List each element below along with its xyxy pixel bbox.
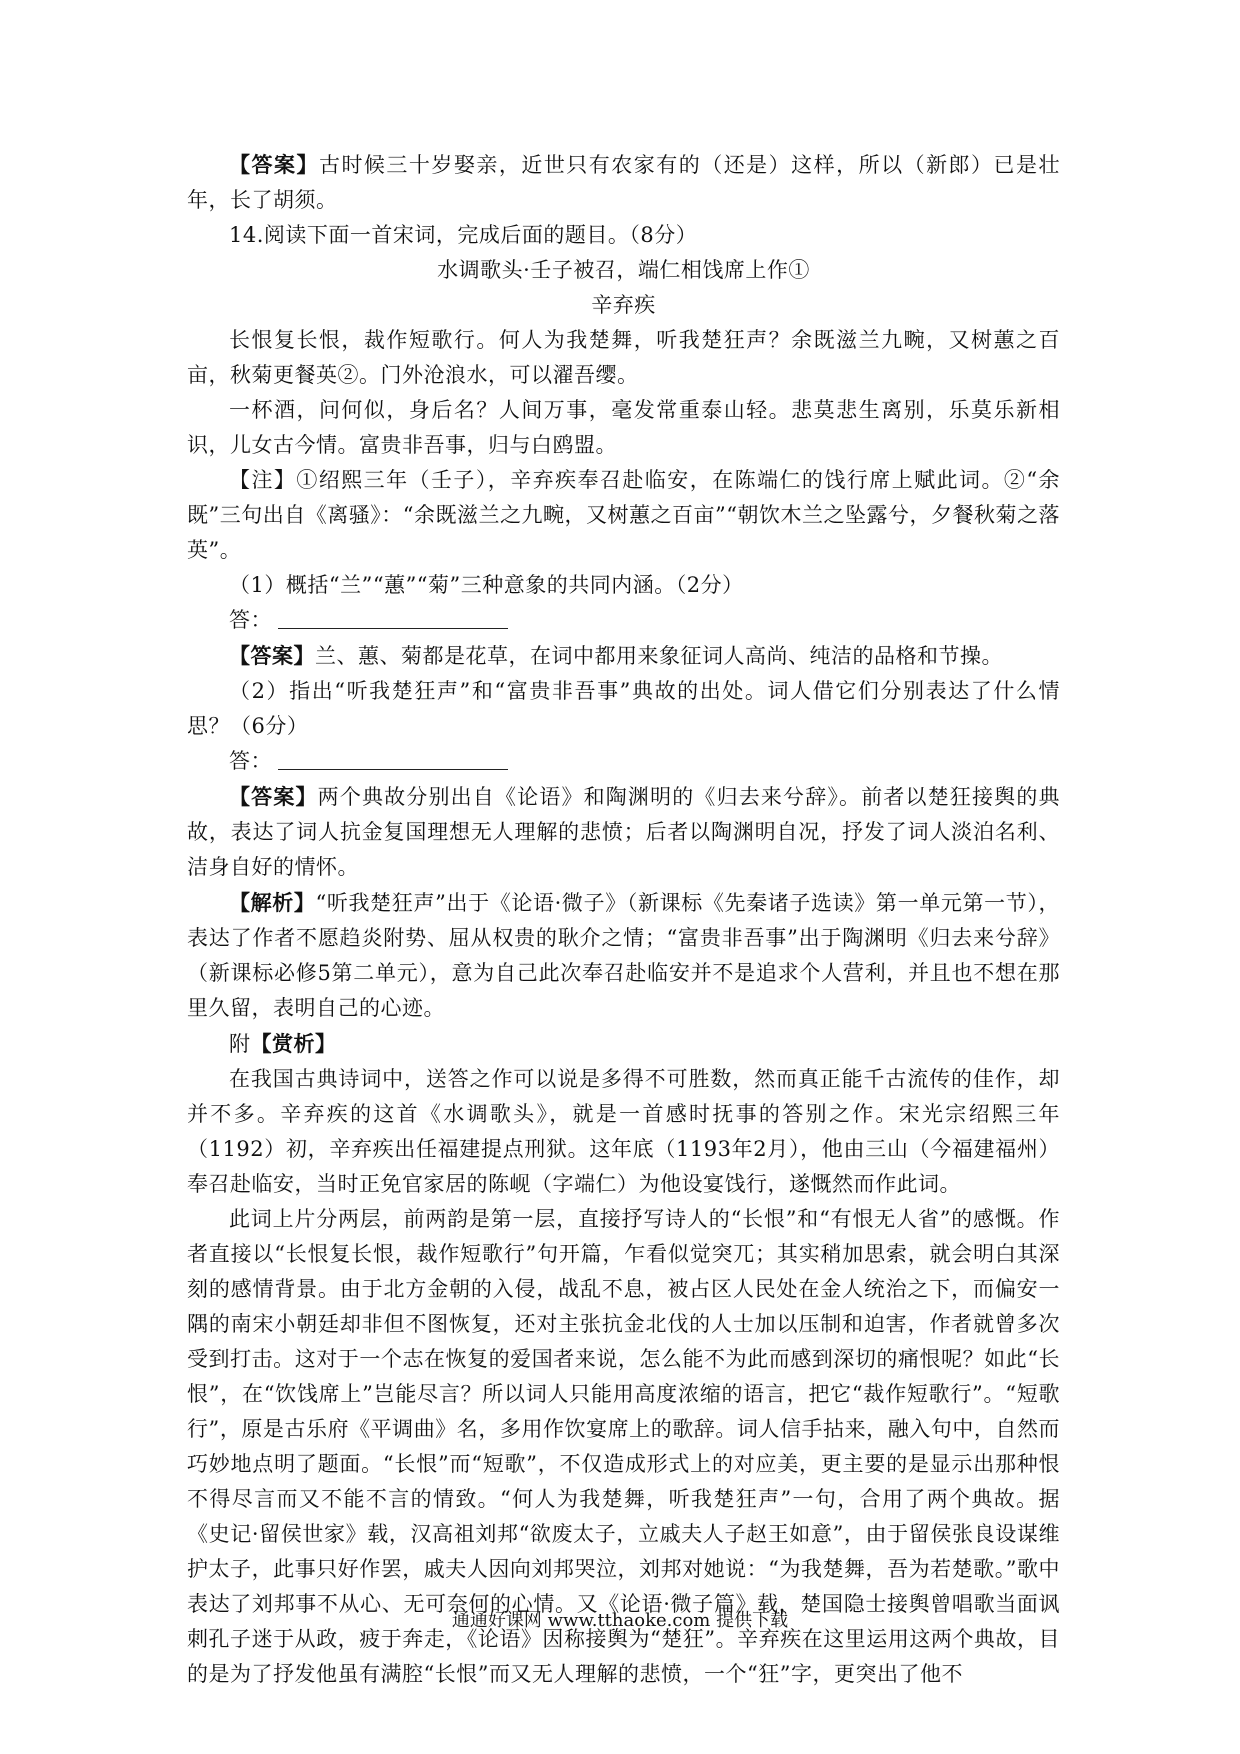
appreciation-paragraph-1: 在我国古典诗词中，送答之作可以说是多得不可胜数，然而真正能千古流传的佳作，却并不多。辛弃疾的这首《水调歌头》，就是一首感时抚事的答别之作。宋光宗绍熙三年（1192）初，辛弃疾出任福建提点刑狱。这年底（1193年2月），他由三山（今福建福州）奉召赴临安，当时正免官家居的陈岘（字端仁）为他设宴饯行，遂慨然而作此词。 <box>187 1067 1060 1196</box>
answer-label: 答： <box>229 749 272 773</box>
appreciation-paragraph-2: 此词上片分两层，前两韵是第一层，直接抒写诗人的“长恨”和“有恨无人省”的感慨。作者直接以“长恨复长恨，裁作短歌行”句开篇，乍看似觉突兀；其实稍加思索，就会明白其深刻的感情背景。由于北方金朝的入侵，战乱不息，被占区人民处在金人统治之下，而偏安一隅的南宋小朝廷却非但不图恢复，还对主张抗金北伐的人士加以压制和迫害，作者就曾多次受到打击。这对于一个志在恢复的爱国者来说，怎么能不为此而感到深切的痛恨呢？如此“长恨”，在“饮饯席上”岂能尽言？所以词人只能用高度浓缩的语言，把它“裁作短歌行”。“短歌行”，原是古乐府《平调曲》名，多用作饮宴席上的歌辞。词人信手拈来，融入句中，自然而巧妙地点明了题面。“长恨”而“短歌”，不仅造成形式上的对应美，更主要的是显示出那种恨不得尽言而又不能不言的情致。“何人为我楚舞，听我楚狂声”一句，合用了两个典故。据《史记·留侯世家》载，汉高祖刘邦“欲废太子，立戚夫人子赵王如意”，由于留侯张良设谋维护太子，此事只好作罢，戚夫人因向刘邦哭泣，刘邦对她说：“为我楚舞，吾为若楚歌。”歌中表达了刘邦事不从心、无可奈何的心情。又《论语·微子篇》载，楚国隐士接舆曾唱歌当面讽刺孔子迷于从政，疲于奔走，《论语》因称接舆为“楚狂”。辛弃疾在这里运用这两个典故，目的是为了抒发他虽有满腔“长恨”而又无人理解的悲愤，一个“狂”字，更突出了他不 <box>187 1207 1060 1686</box>
answer-2 <box>187 779 1060 885</box>
answer-text: 古时候三十岁娶亲，近世只有农家有的（还是）这样，所以（新郎）已是壮年，长了胡须。 <box>187 153 1061 212</box>
poem-author: 辛弃疾 <box>591 293 656 317</box>
appreciation-prefix: 附 <box>229 1032 251 1056</box>
poem-stanza-2: 一杯酒，问何似，身后名？人间万事，毫发常重泰山轻。悲莫悲生离别，乐莫乐新相识，儿女古今情。富贵非吾事，归与白鸥盟。 <box>187 398 1060 457</box>
note-tag: 【注】 <box>229 468 297 492</box>
sub-question-2: （2）指出“听我楚狂声”和“富贵非吾事”典故的出处。词人借它们分别表达了什么情思？（6分） <box>187 679 1060 738</box>
answer-text: 兰、蕙、菊都是花草，在词中都用来象征词人高尚、纯洁的品格和节操。 <box>315 644 1003 668</box>
answer-text: 两个典故分别出自《论语》和陶渊明的《归去来兮辞》。前者以楚狂接舆的典故，表达了词人抗金复国理想无人理解的悲愤；后者以陶渊明自况，抒发了词人淡泊名利、洁身自好的情怀。 <box>187 785 1061 879</box>
answer-tag: 【答案】 <box>229 152 319 177</box>
analysis <box>187 885 1060 1026</box>
appreciation-tag: 【赏析】 <box>250 1031 337 1056</box>
note-text: ①绍熙三年（壬子），辛弃疾奉召赴临安，在陈端仁的饯行席上赋此词。②“余既”三句出自《离骚》：“余既滋兰之九畹，又树蕙之百亩”“朝饮木兰之坠露兮，夕餐秋菊之落英”。 <box>187 468 1061 562</box>
question-14-prompt: 14.阅读下面一首宋词，完成后面的题目。（8分） <box>229 223 698 247</box>
sub-question-1: （1）概括“兰”“蕙”“菊”三种意象的共同内涵。（2分） <box>229 573 744 597</box>
answer-blank-2 <box>187 744 1060 779</box>
poem-note <box>187 463 1060 568</box>
analysis-tag: 【解析】 <box>229 890 316 915</box>
answer-input-line[interactable] <box>278 606 508 629</box>
previous-answer <box>187 147 1060 218</box>
poem-stanza-1: 长恨复长恨，裁作短歌行。何人为我楚舞，听我楚狂声？余既滋兰九畹，又树蕙之百亩，秋菊更餐英②。门外沧浪水，可以濯吾缨。 <box>187 328 1060 387</box>
poem-title: 水调歌头·壬子被召，端仁相饯席上作① <box>437 258 810 282</box>
answer-input-line[interactable] <box>278 747 508 770</box>
answer-label: 答： <box>229 608 272 632</box>
answer-blank-1 <box>187 603 1060 638</box>
answer-tag: 【答案】 <box>229 784 318 809</box>
answer-1 <box>187 638 1060 674</box>
answer-tag: 【答案】 <box>229 643 315 668</box>
analysis-text: “听我楚狂声”出于《论语·微子》（新课标《先秦诸子选读》第一单元第一节），表达了作者不愿趋炎附势、屈从权贵的耿介之情；“富贵非吾事”出于陶渊明《归去来兮辞》（新课标必修5第二单元），意为自己此次奉召赴临安并不是追求个人营利，并且也不想在那里久留，表明自己的心迹。 <box>187 891 1061 1020</box>
appreciation-heading <box>187 1026 1060 1062</box>
document-body <box>187 147 1060 1692</box>
page-footer: 通通好课网 www.tthaoke.com 提供下载 <box>451 1610 789 1631</box>
